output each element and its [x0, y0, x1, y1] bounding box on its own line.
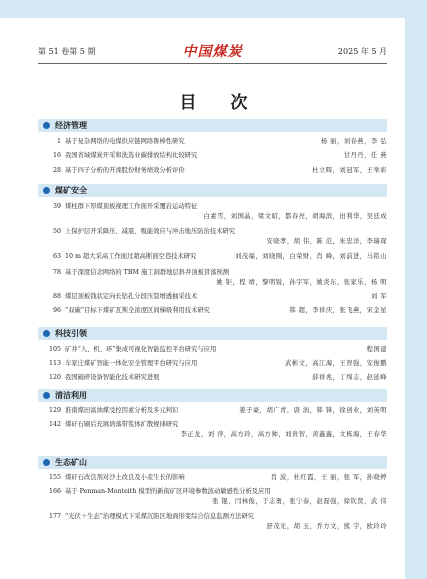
section-bullet-icon [43, 330, 50, 337]
entry-title: “双碳”目标下煤矿瓦斯全浓度区间梯级利用技术研究 [65, 307, 210, 314]
section-bullet-icon [43, 392, 50, 399]
section-title: 清洁利用 [55, 391, 87, 400]
entry-authors: 杨 丽，刘春燕，李 弘 [320, 138, 387, 145]
top-decorative-band [0, 0, 427, 18]
entry-authors: 薛祥兆，丁绵志，赵延峰 [312, 374, 387, 381]
section-title: 煤矿安全 [55, 186, 87, 195]
entry-authors: 甘丹丹，任 燕 [343, 152, 387, 159]
entry-title: 基于复杂网络的电煤供应链网络鲁棒性研究 [65, 138, 185, 145]
entry-authors: 韩 超，李祥庆，张飞燕，宋金星 [289, 307, 387, 314]
entry-title: 我国破碎设备智能化技术研究进展 [65, 374, 160, 381]
section-header [38, 184, 387, 197]
entry-page-number: 28 [52, 167, 61, 174]
header-divider [38, 63, 387, 64]
entry-page-number: 16 [52, 152, 61, 159]
journal-logo: 中国煤炭 [182, 44, 243, 60]
entry-page-number: 39 [52, 203, 61, 210]
section-title: 经济管理 [55, 121, 87, 130]
entry-title: 煤层顶板钱状定向长钻孔分段压裂增透抽采技术 [65, 293, 198, 300]
section-title: 科技引领 [55, 329, 87, 338]
entry-title: 矿井“人、机、环”集成可视化智能监控平台研究与应用 [65, 346, 217, 353]
entry-authors: 刘茂福，刘晓刚，白荣财，肖 峰，刘前进，马铭山 [234, 253, 387, 260]
section-header [38, 327, 387, 340]
entry-title: 煤矸石改良剂对沙土改良及小麦生长的影响 [65, 474, 185, 481]
entry-title: 基于 Penman-Monteith 模型的新街矿区环境参数波动敏感性分析及应用 [65, 488, 271, 495]
entry-title: 上保护层开采降压、减震、吸能效应与冲击地压防治技术研究 [65, 228, 236, 235]
entry-page-number: 63 [52, 253, 61, 260]
entry-authors: 武彬文，高江海，王智强，安俊鹏 [285, 360, 387, 367]
section-bullet-icon [43, 122, 50, 129]
section-header [38, 119, 387, 132]
entry-title: 我国省域煤炭开采和洗选业碳排放结构比较研究 [65, 152, 198, 159]
entry-page-number: 1 [56, 138, 61, 145]
section-header [38, 389, 387, 402]
entry-authors: 杜立晖，刘冠军，王举彩 [312, 167, 387, 174]
entry-page-number: 155 [48, 474, 61, 481]
entry-title: 基于深度信念网络的 TBM 施工洞群地层斜井顶板冒落预测 [65, 269, 230, 276]
entry-page-number: 96 [52, 307, 61, 314]
section-bullet-icon [43, 187, 50, 194]
entry-title: “光伏＋生态”治理模式下采煤沉陷区地面形变综合信息监测方法研究 [65, 513, 255, 520]
section-title: 生态矿山 [55, 458, 87, 467]
entry-authors: 肖 波，杜红霞，王 丽，张 军，孙晓婷 [270, 474, 387, 481]
entry-page-number: 50 [52, 228, 61, 235]
date-label: 2025 年 5 月 [337, 47, 387, 56]
entry-authors: 张 锟，闫林俊，于志勇，张宁泰，赵磊强，徐钦贤，武 伟 [212, 498, 387, 505]
entry-title: 基于四子分析的开滦股份财务绩效分析评价 [65, 167, 185, 174]
entry-title: 煤矸石刷后充填培落带浆体扩散规律研究 [65, 421, 179, 428]
entry-authors: 程国建 [366, 346, 387, 353]
page-header [38, 46, 387, 60]
section-header [38, 456, 387, 469]
entry-page-number: 166 [48, 488, 61, 495]
right-decorative-band [405, 0, 427, 579]
toc-title: 目 次 [179, 93, 262, 113]
entry-title: 车家庄煤矿智能一体化安全管理平台研究与应用 [65, 360, 198, 367]
entry-authors: 安晓孝，胡 伟，陈 范，朱忠洋，李瑞琛 [266, 238, 387, 245]
entry-page-number: 88 [52, 293, 61, 300]
issue-label: 第 51 卷第 5 期 [38, 47, 96, 56]
entry-title: 淮南煤田富油煤受控因素分析及多元判识 [65, 407, 179, 414]
entry-authors: 舒茂光，胡 玉，乔方文，熊 宇，欧玲玲 [266, 523, 387, 530]
section-bullet-icon [43, 459, 50, 466]
entry-title: 煤柱群下厚煤顶板视理工作面开采覆岩运动特征 [65, 203, 198, 210]
entry-page-number: 113 [48, 360, 61, 367]
entry-authors: 姚 钜，程 靖，黎明锐，孙宇军，姚炎东，张家乐，杨 明 [216, 279, 387, 286]
entry-authors: 白素雪，刘国晶，梁文昭，都春亮，胡海滨，田利华，吴廷成 [203, 213, 387, 220]
entry-authors: 刘 军 [370, 293, 387, 300]
entry-page-number: 142 [48, 421, 61, 428]
entry-authors: 李正龙，刘 萍，高方玲，高方帅，刘贵智，黄鑫鑫，文栋海，王春华 [180, 431, 387, 438]
entry-title: 10 m 超大采高工作面过超高断面空巷技术研究 [65, 253, 197, 260]
entry-page-number: 120 [48, 374, 61, 381]
entry-authors: 姜子豪，胡广青，唐 润，韩 锋，徐创业，刘英明 [239, 407, 387, 414]
entry-page-number: 177 [48, 513, 61, 520]
entry-page-number: 129 [48, 407, 61, 414]
entry-page-number: 78 [52, 269, 61, 276]
entry-page-number: 105 [48, 346, 61, 353]
